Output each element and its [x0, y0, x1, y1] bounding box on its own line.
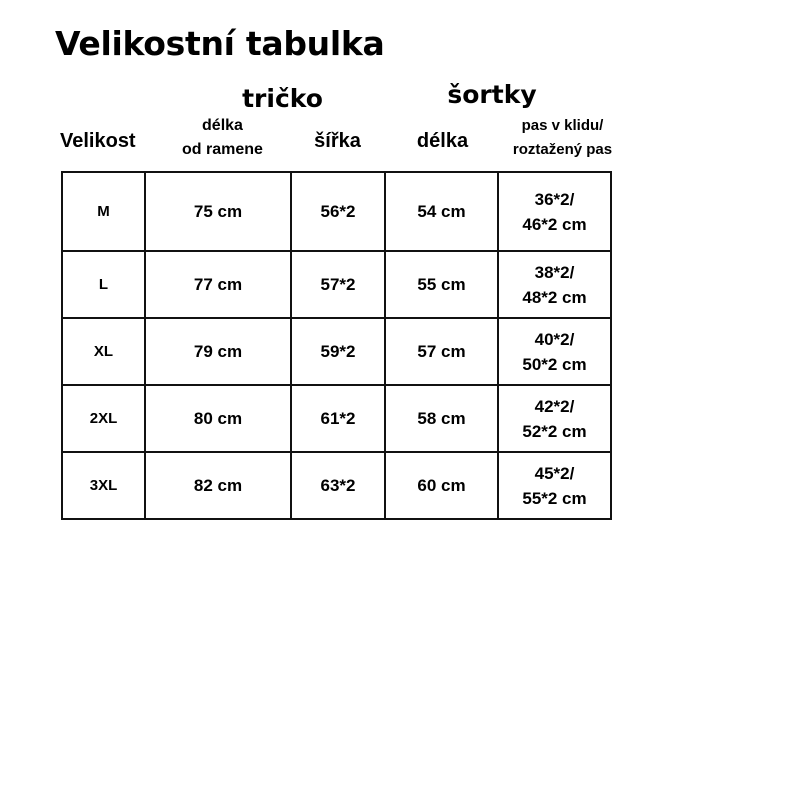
cell-line: 50*2 cm [522, 354, 587, 374]
cell-sortky-delka: 57 cm [385, 318, 498, 385]
cell-size: 3XL [62, 452, 145, 519]
column-header-tricko-delka [160, 114, 285, 162]
cell-tricko-delka: 77 cm [145, 251, 291, 318]
cell-line: 45*2/ [534, 463, 575, 483]
cell-sortky-pas [498, 452, 611, 519]
cell-sortky-delka: 60 cm [385, 452, 498, 519]
cell-sortky-pas [498, 172, 611, 251]
cell-line: 38*2/ [534, 262, 575, 282]
cell-sortky-pas [498, 385, 611, 452]
column-header-tricko-sirka: šířka [314, 130, 361, 152]
table-row [62, 385, 611, 452]
page-title: Velikostní tabulka [55, 24, 385, 63]
cell-line: 55*2 cm [522, 488, 587, 508]
cell-tricko-delka: 80 cm [145, 385, 291, 452]
table-row [62, 318, 611, 385]
table-row [62, 452, 611, 519]
group-heading-sortky: šortky [447, 80, 537, 109]
cell-size: M [62, 172, 145, 251]
size-table [61, 171, 612, 520]
cell-line: 36*2/ [534, 189, 575, 209]
column-header-sortky-pas [495, 114, 630, 162]
group-heading-tricko: tričko [242, 84, 323, 113]
cell-sortky-delka: 58 cm [385, 385, 498, 452]
cell-tricko-delka: 75 cm [145, 172, 291, 251]
cell-size: XL [62, 318, 145, 385]
header-line: délka [202, 117, 243, 134]
cell-sortky-pas [498, 251, 611, 318]
header-line: od ramene [182, 141, 263, 158]
cell-line: 40*2/ [534, 329, 575, 349]
cell-sortky-delka: 54 cm [385, 172, 498, 251]
cell-tricko-sirka: 56*2 [291, 172, 385, 251]
cell-line: 42*2/ [534, 396, 575, 416]
cell-size: L [62, 251, 145, 318]
cell-size: 2XL [62, 385, 145, 452]
cell-line: 46*2 cm [522, 214, 587, 234]
table-row [62, 172, 611, 251]
cell-sortky-delka: 55 cm [385, 251, 498, 318]
column-header-size: Velikost [60, 130, 136, 152]
header-line: pas v klidu/ [521, 117, 604, 134]
cell-tricko-sirka: 63*2 [291, 452, 385, 519]
cell-sortky-pas [498, 318, 611, 385]
cell-line: 52*2 cm [522, 421, 587, 441]
cell-tricko-delka: 79 cm [145, 318, 291, 385]
header-line: roztažený pas [512, 141, 613, 158]
cell-tricko-sirka: 59*2 [291, 318, 385, 385]
cell-tricko-delka: 82 cm [145, 452, 291, 519]
cell-line: 48*2 cm [522, 287, 587, 307]
table-row [62, 251, 611, 318]
cell-tricko-sirka: 57*2 [291, 251, 385, 318]
column-header-sortky-delka: délka [416, 130, 469, 152]
cell-tricko-sirka: 61*2 [291, 385, 385, 452]
